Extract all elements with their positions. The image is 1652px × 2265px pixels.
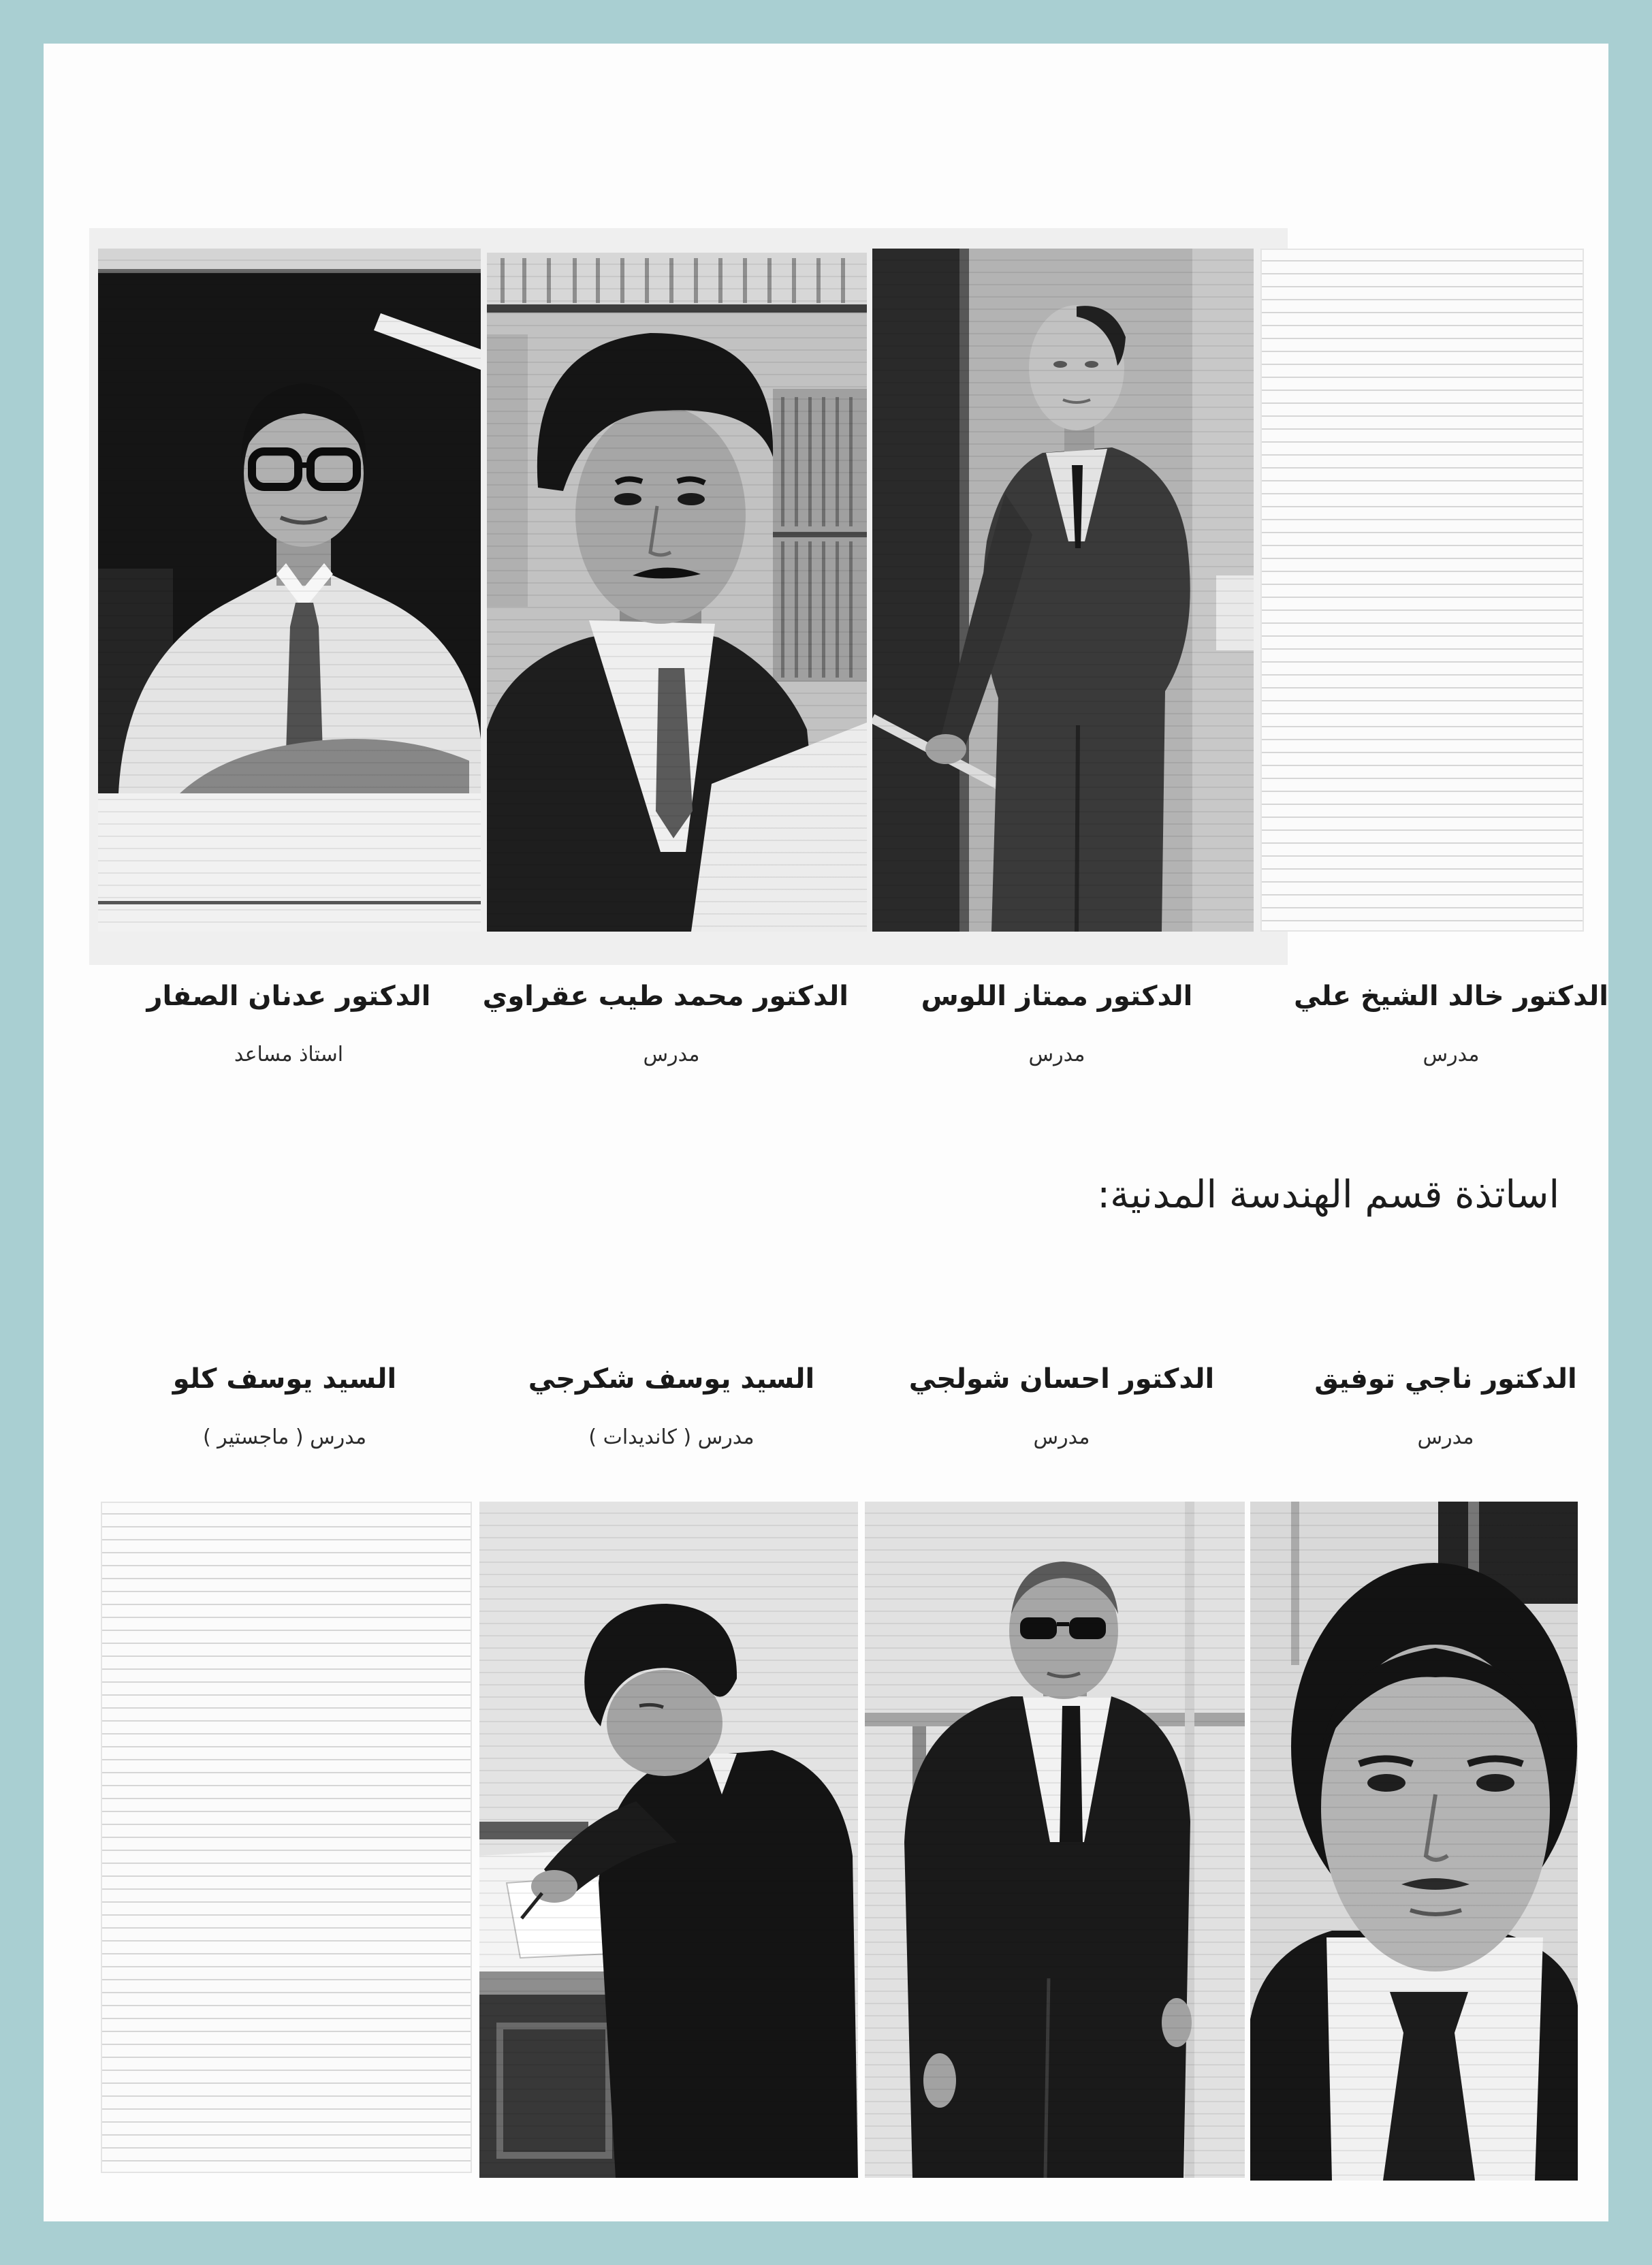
faculty-caption — [880, 979, 1234, 1068]
faculty-caption — [1274, 979, 1628, 1068]
faculty-rank: مدرس — [643, 1043, 700, 1066]
faculty-rank: مدرس — [1028, 1043, 1085, 1066]
faculty-caption — [108, 1361, 462, 1451]
faculty-caption — [885, 1361, 1239, 1451]
faculty-name: السيد يوسف شكرجي — [528, 1363, 815, 1395]
faculty-name: الدكتور ناجي توفيق — [1314, 1363, 1577, 1395]
faculty-name: الدكتور محمد طيب عقراوي — [482, 981, 848, 1012]
blank-photo-placeholder — [1260, 249, 1584, 932]
faculty-name: الدكتور خالد الشيخ علي — [1294, 981, 1608, 1012]
faculty-rank: مدرس — [1417, 1425, 1474, 1449]
portrait-photo-ihsan-shawlaji — [865, 1502, 1245, 2178]
faculty-rank: استاذ مساعد — [234, 1043, 344, 1066]
faculty-rank: مدرس ( ماجستير ) — [202, 1425, 367, 1449]
scan-texture — [479, 1502, 858, 2178]
portrait-photo-mohammed-tayeb-aqrawi — [487, 253, 867, 932]
portrait-photo-yousif-shakarchi — [479, 1502, 858, 2178]
faculty-rank: مدرس — [1423, 1043, 1480, 1066]
faculty-name: الدكتور عدنان الصفار — [146, 981, 431, 1012]
scan-texture — [98, 249, 481, 932]
faculty-caption — [482, 979, 848, 1068]
faculty-name: السيد يوسف كلو — [172, 1363, 397, 1395]
scan-texture — [865, 1502, 1245, 2178]
portrait-photo-naji-tawfiq — [1250, 1502, 1578, 2181]
portrait-photo-mumtaz-allous — [872, 249, 1254, 932]
blank-photo-placeholder — [101, 1502, 472, 2173]
faculty-rank: مدرس — [1033, 1425, 1090, 1449]
faculty-caption — [494, 1361, 848, 1451]
scan-texture — [872, 249, 1254, 932]
faculty-name: الدكتور احسان شولجي — [908, 1363, 1215, 1395]
faculty-caption — [1269, 1361, 1623, 1451]
portrait-photo-adnan-alsaffar — [98, 249, 481, 932]
faculty-rank: مدرس ( كانديدات ) — [588, 1425, 754, 1449]
section-heading: اساتذة قسم الهندسة المدنية: — [1097, 1173, 1559, 1217]
scan-texture — [1250, 1502, 1578, 2181]
faculty-caption — [112, 979, 466, 1068]
scan-texture — [487, 253, 867, 932]
faculty-name: الدكتور ممتاز اللوس — [921, 981, 1193, 1012]
